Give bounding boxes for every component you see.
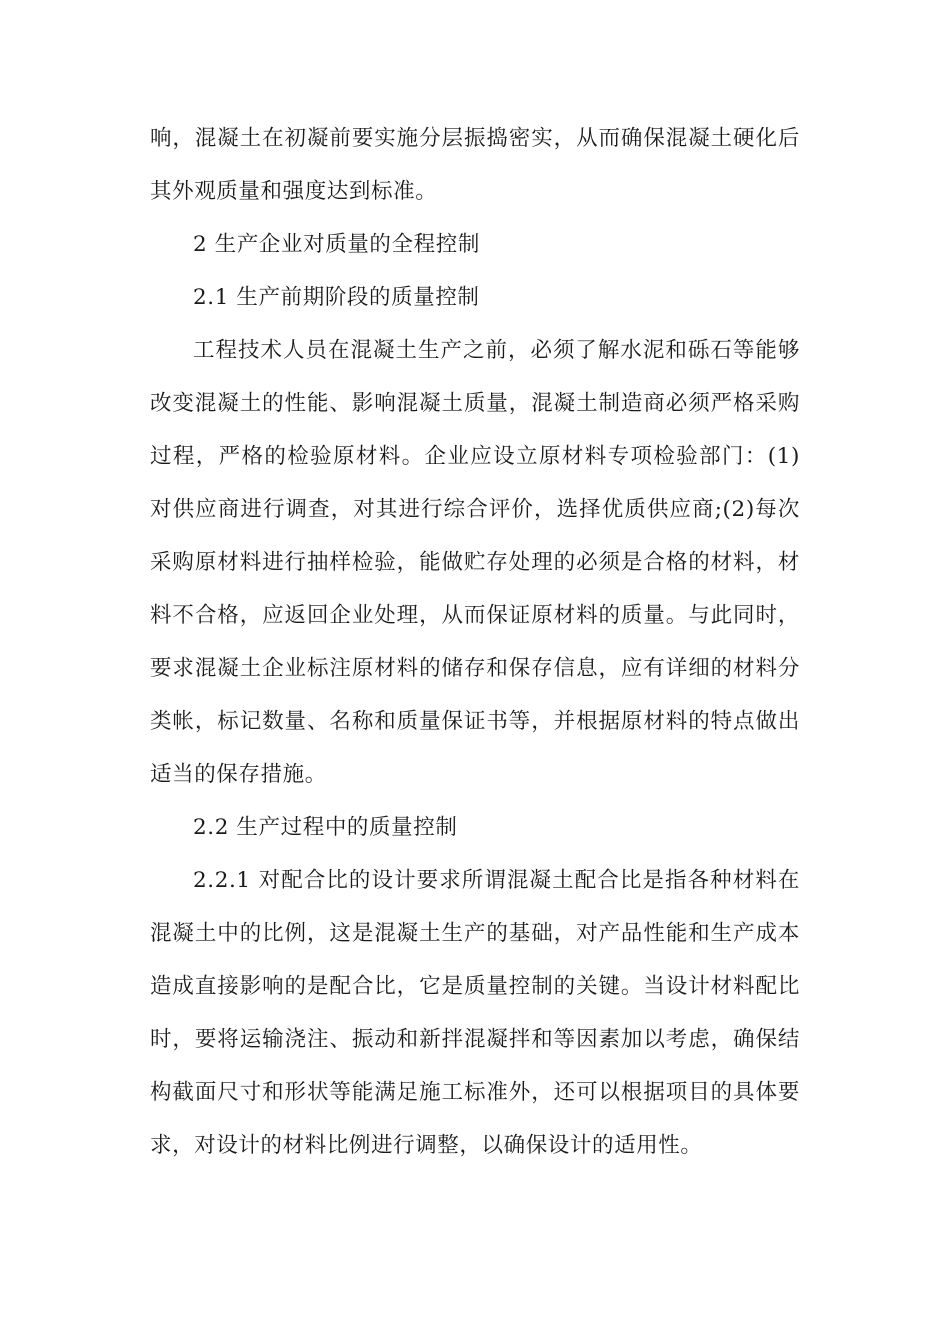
section-heading: 2 生产企业对质量的全程控制: [193, 232, 480, 257]
text-line: 工程技术人员在混凝土生产之前，必须了解水泥和砾石等能够: [193, 338, 800, 363]
document-page: [150, 112, 800, 1172]
text-line: 过程，严格的检验原材料。企业应设立原材料专项检验部门：(1): [150, 444, 800, 469]
text-line: 求，对设计的材料比例进行调整，以确保设计的适用性。: [150, 1133, 703, 1158]
text-line: 适当的保存措施。: [150, 762, 327, 787]
text-line: 对供应商进行调查，对其进行综合评价，选择优质供应商;(2)每次: [150, 497, 800, 522]
text-line: 造成直接影响的是配合比，它是质量控制的关键。当设计材料配比: [150, 974, 800, 999]
text-line: 2.2.1 对配合比的设计要求所谓混凝土配合比是指各种材料在: [193, 868, 800, 893]
text-line: 响，混凝土在初凝前要实施分层振捣密实，从而确保混凝土硬化后: [150, 126, 800, 151]
text-line: 时，要将运输浇注、振动和新拌混凝拌和等因素加以考虑，确保结: [150, 1027, 800, 1052]
text-line: 采购原材料进行抽样检验，能做贮存处理的必须是合格的材料，材: [150, 550, 800, 575]
text-line: 其外观质量和强度达到标准。: [150, 179, 438, 204]
text-line: 类帐，标记数量、名称和质量保证书等，并根据原材料的特点做出: [150, 709, 800, 734]
text-line: 改变混凝土的性能、影响混凝土质量，混凝土制造商必须严格采购: [150, 391, 800, 416]
text-line: 料不合格，应返回企业处理，从而保证原材料的质量。与此同时，: [150, 603, 800, 628]
subsection-heading: 2.1 生产前期阶段的质量控制: [193, 285, 480, 310]
text-line: 混凝土中的比例，这是混凝土生产的基础，对产品性能和生产成本: [150, 921, 800, 946]
text-line: 要求混凝土企业标注原材料的储存和保存信息，应有详细的材料分: [150, 656, 800, 681]
text-line: 构截面尺寸和形状等能满足施工标准外，还可以根据项目的具体要: [150, 1080, 800, 1105]
subsection-heading: 2.2 生产过程中的质量控制: [193, 815, 458, 840]
